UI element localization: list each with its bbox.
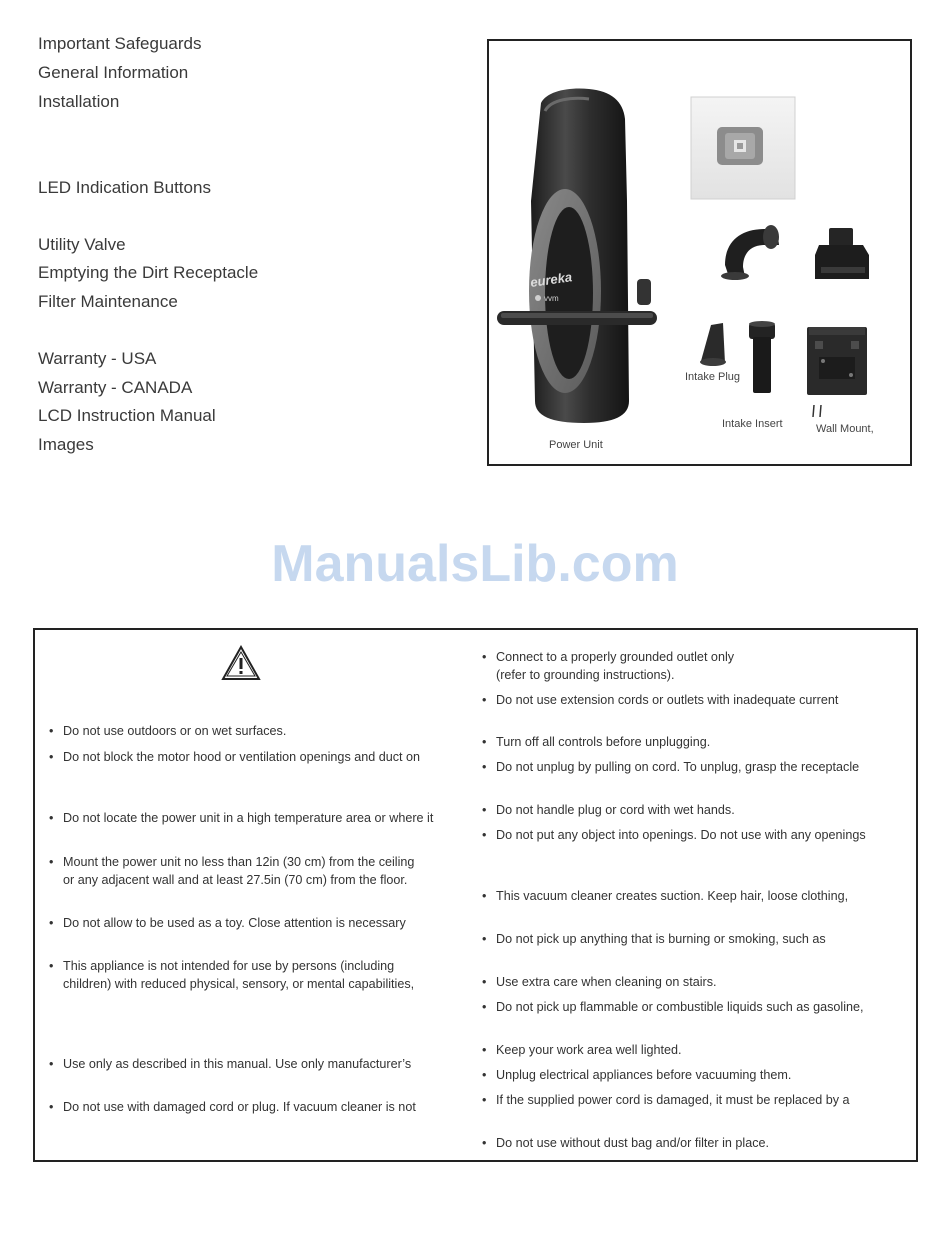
power-unit-brand-logo: eureka bbox=[529, 269, 573, 290]
elbow-fitting-image bbox=[721, 225, 779, 280]
safety-item: • This vacuum cleaner creates suction. Keep hair, loose clothing, bbox=[482, 887, 848, 905]
caption-wall-mount: Wall Mount, bbox=[816, 423, 874, 435]
caption-intake-plug: Intake Plug bbox=[685, 371, 741, 383]
safety-item: • Do not handle plug or cord with wet hands. bbox=[482, 801, 735, 819]
safety-item: • Keep your work area well lighted. bbox=[482, 1041, 682, 1059]
dust-bag-image bbox=[691, 97, 795, 199]
toc-item-utility-valve[interactable]: Utility Valve bbox=[38, 235, 126, 254]
watermark: ManualsLib.com bbox=[271, 535, 679, 593]
safety-item: • If the supplied power cord is damaged, it must be replaced by a bbox=[482, 1091, 850, 1109]
caption-intake-insert: Intake Insert bbox=[722, 418, 783, 430]
safety-item: • Do not allow to be used as a toy. Close attention is necessary bbox=[49, 914, 406, 932]
safety-item: • Do not pick up anything that is burning or smoking, such as bbox=[482, 930, 826, 948]
safety-item: • Do not block the motor hood or ventilation openings and duct on bbox=[49, 748, 420, 766]
safety-item: • Connect to a properly grounded outlet only (refer to grounding instructions). bbox=[482, 648, 734, 684]
safety-item: • Turn off all controls before unplugging. bbox=[482, 733, 710, 751]
product-contents-figure bbox=[487, 39, 912, 466]
toc-item-warranty-usa[interactable]: Warranty - USA bbox=[38, 349, 157, 368]
safety-item: • Use extra care when cleaning on stairs. bbox=[482, 973, 717, 991]
tee-fitting-image bbox=[815, 228, 869, 279]
toc-item-filter-maintenance[interactable]: Filter Maintenance bbox=[38, 292, 178, 311]
toc-item-emptying-dirt-receptacle[interactable]: Emptying the Dirt Receptacle bbox=[38, 263, 259, 282]
toc-item-warranty-canada[interactable]: Warranty - CANADA bbox=[38, 378, 193, 397]
safety-item: • Do not put any object into openings. Do not use with any openings bbox=[482, 826, 866, 844]
toc-item-led-indication-buttons[interactable]: LED Indication Buttons bbox=[38, 178, 211, 197]
toc-item-general-information[interactable]: General Information bbox=[38, 63, 189, 82]
safety-item: • Do not locate the power unit in a high temperature area or where it bbox=[49, 809, 433, 827]
safety-item: • Use only as described in this manual. Use only manufacturer’s bbox=[49, 1055, 411, 1073]
warning-triangle-icon bbox=[221, 645, 261, 681]
safety-item: • This appliance is not intended for use by persons (including children) with reduced physical, sensory, or mental capabilities, bbox=[49, 957, 414, 993]
toc-item-installation[interactable]: Installation bbox=[38, 92, 120, 111]
toc-item-lcd-instruction-manual[interactable]: LCD Instruction Manual bbox=[38, 406, 216, 425]
power-unit-sub-brand-logo: vvm bbox=[544, 294, 559, 303]
caption-power-unit: Power Unit bbox=[549, 439, 603, 451]
intake-plug-image bbox=[700, 323, 726, 366]
intake-insert-image bbox=[749, 321, 775, 393]
safety-item: • Do not use outdoors or on wet surfaces. bbox=[49, 722, 286, 740]
wall-mount-image bbox=[807, 327, 867, 417]
toc-item-images[interactable]: Images bbox=[38, 435, 94, 454]
product-illustration bbox=[489, 41, 910, 464]
safety-item: • Do not use with damaged cord or plug. If vacuum cleaner is not bbox=[49, 1098, 416, 1116]
safety-warnings-box bbox=[33, 628, 918, 1162]
power-unit-image bbox=[497, 89, 657, 423]
safety-item: • Do not pick up flammable or combustible liquids such as gasoline, bbox=[482, 998, 864, 1016]
safety-item: • Do not use extension cords or outlets with inadequate current bbox=[482, 691, 838, 709]
safety-item: • Mount the power unit no less than 12in (30 cm) from the ceiling or any adjacent wall and at least 27.5in (70 cm) from the floor. bbox=[49, 853, 414, 889]
safety-item: • Unplug electrical appliances before vacuuming them. bbox=[482, 1066, 791, 1084]
safety-item: • Do not use without dust bag and/or filter in place. bbox=[482, 1134, 769, 1152]
safety-item: • Do not unplug by pulling on cord. To unplug, grasp the receptacle bbox=[482, 758, 859, 776]
toc-item-important-safeguards[interactable]: Important Safeguards bbox=[38, 34, 202, 53]
